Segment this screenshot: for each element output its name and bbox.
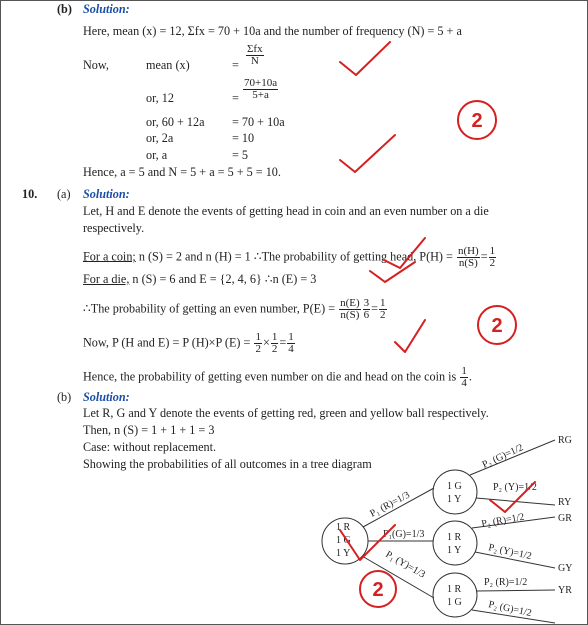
step-row-3-lhs: or, 60 + 12a bbox=[146, 115, 205, 129]
events-line: Let, H and E denote the events of getting head in coin and an even number on a die bbox=[83, 204, 489, 218]
p2-g-top-label: P₂ (G)=1/2 bbox=[480, 442, 526, 471]
p2-y-mid-label: P₂ (Y)=1/2 bbox=[487, 542, 533, 563]
tree-intro-line: Let R, G and Y denote the events of getting red, green and yellow ball respectively. bbox=[83, 406, 489, 420]
p1-r-label: P₁ (R)=1/3 bbox=[368, 489, 412, 520]
events-line-2: respectively. bbox=[83, 221, 145, 235]
outcome-ry: RY bbox=[558, 497, 572, 508]
even-line: ∴The probability of getting an even number, P(E) = $\frac{n(E)}{n(S)}$ $\frac{3}{6}$ = $\frac{1}{2}$ bbox=[83, 297, 386, 321]
p1-g-label: P₁(G)=1/3 bbox=[383, 529, 425, 540]
check-mark-icon bbox=[340, 42, 390, 75]
outcome-yr: YR bbox=[558, 585, 572, 596]
root-y: 1 Y bbox=[336, 548, 351, 559]
now-line: Now, P (H and E) = P (H)×P (E) = $\frac{1}{2}$ × $\frac{1}{2}$ = $\frac{1}{4}$ bbox=[83, 331, 294, 355]
case-line: Case: without replacement. bbox=[83, 440, 217, 454]
step-or-12: or, 12 bbox=[146, 91, 174, 105]
node-top-g: 1 G bbox=[447, 481, 462, 492]
p2-y-top-label: P₂ (Y)=1/2 bbox=[493, 482, 537, 493]
equals-sign: = bbox=[232, 58, 239, 72]
p2-r-bot-label: P₂ (R)=1/2 bbox=[484, 577, 528, 588]
now-word: Now, bbox=[83, 58, 109, 72]
root-r: 1 R bbox=[336, 522, 351, 533]
check-mark-icon bbox=[384, 238, 425, 268]
part-b-label: (b) bbox=[57, 2, 72, 16]
hence-line: Hence, a = 5 and N = 5 + a = 5 + 5 = 10. bbox=[83, 165, 281, 179]
formula-fraction: $\frac{\text{Σfx}}{N}$ bbox=[247, 43, 263, 67]
step-row-3-rhs: = 70 + 10a bbox=[232, 115, 285, 129]
equals-sign: = bbox=[232, 91, 239, 105]
solution-heading: Solution: bbox=[83, 2, 130, 16]
node-bot-r: 1 R bbox=[447, 584, 462, 595]
p1-y-label: P₁ (Y)=1/3 bbox=[383, 549, 427, 581]
die-line: For a die, n (S) = 6 and E = {2, 4, 6} ∴n (E) = 3 bbox=[83, 272, 317, 286]
p2-r-mid-label: P₂ (R)=1/2 bbox=[480, 511, 526, 530]
outcome-rg: RG bbox=[558, 435, 572, 446]
solution-heading: Solution: bbox=[83, 390, 130, 404]
part-a-label: (a) bbox=[57, 187, 71, 201]
mean-lhs: mean (x) bbox=[146, 58, 190, 72]
given-line: Here, mean (x) = 12, Σfx = 70 + 10a and the number of frequency (N) = 5 + a bbox=[83, 24, 462, 38]
coin-line: For a coin; n (S) = 2 and n (H) = 1 ∴The probability of getting head, P(H) = $\frac{n(H)}{n(S)}$ = $\frac{1}{2}$ bbox=[83, 245, 496, 269]
step-row-5-rhs: = 5 bbox=[232, 148, 249, 162]
node-mid-y: 1 Y bbox=[447, 545, 462, 556]
score-mark: 2 bbox=[372, 579, 384, 601]
step-row-4-lhs: or, 2a bbox=[146, 131, 174, 145]
sample-space-line: Then, n (S) = 1 + 1 + 1 = 3 bbox=[83, 423, 215, 437]
outcome-gr: GR bbox=[558, 513, 572, 524]
question-number: 10. bbox=[22, 187, 38, 201]
check-mark-icon bbox=[340, 525, 395, 560]
outcome-gy: GY bbox=[558, 563, 573, 574]
part-b-label: (b) bbox=[57, 390, 72, 404]
score-mark: 2 bbox=[491, 315, 503, 337]
score-mark: 2 bbox=[471, 110, 483, 132]
p2-g-bot-label: P₂ (G)=1/2 bbox=[487, 599, 533, 620]
node-bot-g: 1 G bbox=[447, 597, 462, 608]
solution-heading: Solution: bbox=[83, 187, 130, 201]
hence-line: Hence, the probability of getting even number on die and head on the coin is $\frac{1}{4}$ . bbox=[83, 365, 472, 389]
check-mark-icon bbox=[490, 482, 535, 512]
check-mark-icon bbox=[395, 320, 425, 352]
check-mark-icon bbox=[340, 135, 395, 172]
node-mid-r: 1 R bbox=[447, 532, 462, 543]
substituted-fraction: $\frac{70+10a}{5+a}$ bbox=[244, 77, 278, 101]
step-row-5-lhs: or, a bbox=[146, 148, 168, 162]
tree-caption: Showing the probabilities of all outcomes in a tree diagram bbox=[83, 457, 372, 471]
root-g: 1 G bbox=[336, 535, 351, 546]
node-top-y: 1 Y bbox=[447, 494, 462, 505]
step-row-4-rhs: = 10 bbox=[232, 131, 255, 145]
